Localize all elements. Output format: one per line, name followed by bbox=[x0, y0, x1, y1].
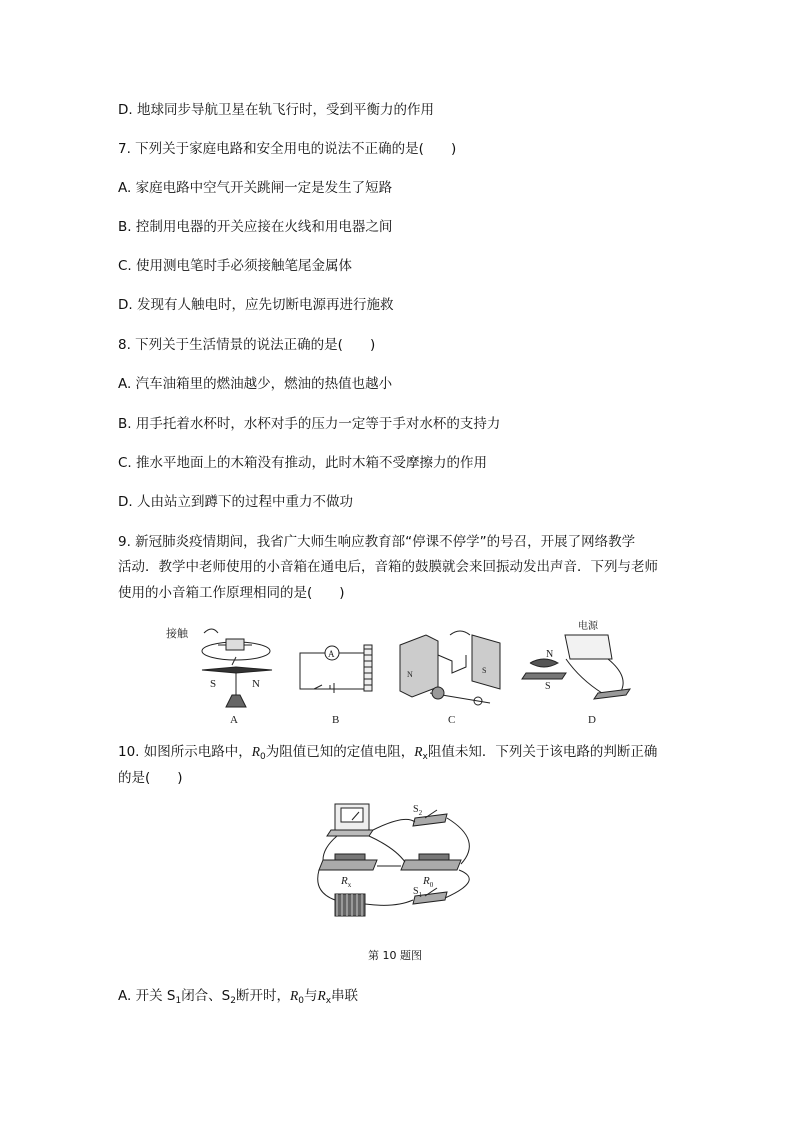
svg-text:N: N bbox=[407, 670, 413, 679]
q7-option-c: C. 使用测电笔时手必须接触笔尾金属体 bbox=[118, 258, 353, 274]
contact-label: 接触 bbox=[166, 628, 188, 640]
q9-stem-line2: 活动．教学中老师使用的小音箱在通电后，音箱的鼓膜就会来回振动发出声音．下列与老师 bbox=[118, 559, 658, 575]
q10-stem-line1: 10. 如图所示电路中，$R_0$为阻值已知的定值电阻，$R_x$阻值未知．下列关于该电路的判断正确 bbox=[118, 744, 658, 762]
q9-figure bbox=[160, 615, 640, 727]
figure-c-label: C bbox=[448, 714, 456, 726]
q8-option-d: D. 人由站立到蹲下的过程中重力不做功 bbox=[118, 494, 353, 510]
q9-figure-d bbox=[522, 619, 630, 726]
svg-text:S: S bbox=[545, 681, 551, 692]
figure-a-label: A bbox=[230, 714, 238, 726]
q9-figure-a bbox=[166, 626, 272, 726]
q10-option-a: A. 开关 $S_1$闭合、$S_2$断开时，$R_0$与$R_x$串联 bbox=[118, 988, 359, 1006]
pole-s-label: S bbox=[210, 678, 217, 690]
ammeter-label: A bbox=[328, 649, 335, 659]
figure-b-label: B bbox=[332, 714, 340, 726]
q7-stem: 7. 下列关于家庭电路和安全用电的说法不正确的是( ) bbox=[118, 141, 457, 157]
q8-stem: 8. 下列关于生活情景的说法正确的是( ) bbox=[118, 337, 376, 353]
s2-label: $S_2$ bbox=[413, 804, 423, 817]
r0-label: $R_0$ bbox=[423, 875, 434, 889]
q9-figure-c bbox=[400, 631, 500, 726]
q10-figure bbox=[315, 800, 485, 920]
q10-stem-line2: 的是( ) bbox=[118, 770, 183, 786]
rx-label: $R_x$ bbox=[341, 875, 352, 889]
q9-stem-line1: 9. 新冠肺炎疫情期间，我省广大师生响应教育部“停课不停学”的号召，开展了网络教学 bbox=[118, 534, 636, 550]
q8-option-b: B. 用手托着水杯时，水杯对手的压力一定等于手对水杯的支持力 bbox=[118, 416, 501, 432]
power-label: 电源 bbox=[578, 621, 598, 632]
q7-option-a: A. 家庭电路中空气开关跳闸一定是发生了短路 bbox=[118, 180, 393, 196]
s1-label: $S_1$ bbox=[413, 886, 423, 899]
q10-figure-caption: 第 10 题图 bbox=[368, 949, 422, 962]
figure-d-label: D bbox=[588, 714, 596, 726]
q8-option-a: A. 汽车油箱里的燃油越少，燃油的热值也越小 bbox=[118, 376, 393, 392]
q7-option-d: D. 发现有人触电时，应先切断电源再进行施救 bbox=[118, 297, 394, 313]
q9-stem-line3: 使用的小音箱工作原理相同的是( ) bbox=[118, 585, 345, 601]
q9-figure-b bbox=[300, 645, 372, 726]
q6-option-d: D. 地球同步导航卫星在轨飞行时，受到平衡力的作用 bbox=[118, 102, 434, 118]
svg-text:N: N bbox=[546, 649, 554, 660]
q8-option-c: C. 推水平地面上的木箱没有推动，此时木箱不受摩擦力的作用 bbox=[118, 455, 488, 471]
q7-option-b: B. 控制用电器的开关应接在火线和用电器之间 bbox=[118, 219, 393, 235]
svg-text:S: S bbox=[482, 666, 487, 675]
pole-n-label: N bbox=[252, 678, 260, 690]
